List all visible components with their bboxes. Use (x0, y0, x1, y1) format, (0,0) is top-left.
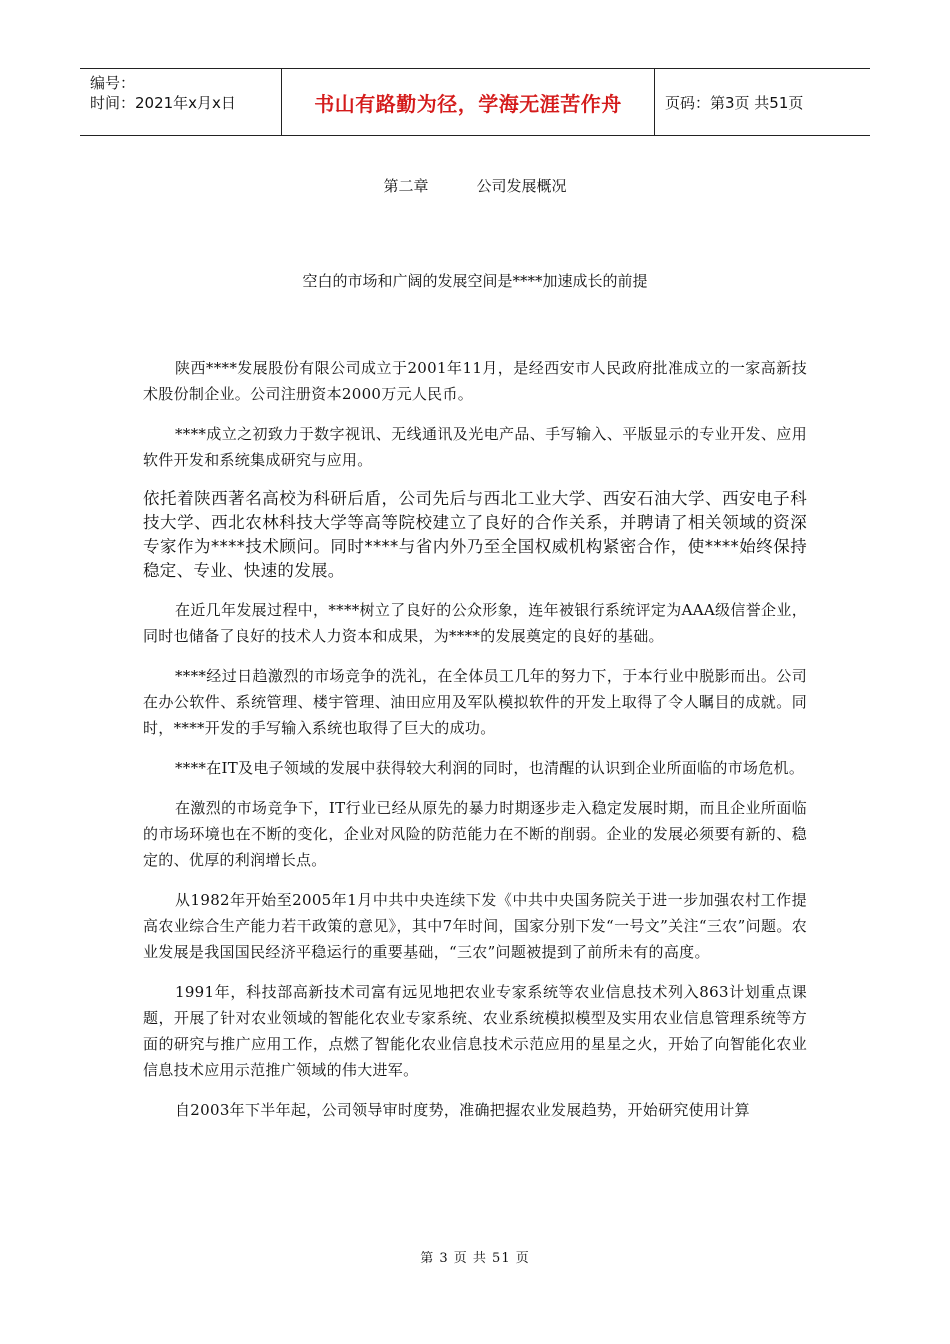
document-header (80, 68, 870, 136)
section-subtitle: 空白的市场和广阔的发展空间是****加速成长的前提 (302, 272, 648, 290)
paragraph: ****成立之初致力于数字视讯、无线通讯及光电产品、手写输入、平版显示的专业开发、应用软件开发和系统集成研究与应用。 (143, 425, 807, 469)
paragraph: 自2003年下半年起，公司领导审时度势，准确把握农业发展趋势，开始研究使用计算 (175, 1101, 750, 1119)
paragraph: ****经过日趋激烈的市场竞争的洗礼，在全体员工几年的努力下，于本行业中脱影而出。公司在办公软件、系统管理、楼宇管理、油田应用及军队模拟软件的开发上取得了令人瞩目的成就。同时，****开发的手写输入系统也取得了巨大的成功。 (143, 667, 807, 737)
paragraph: 陕西****发展股份有限公司成立于2001年11月，是经西安市人民政府批准成立的一家高新技术股份制企业。公司注册资本2000万元人民币。 (143, 359, 807, 403)
document-date-label: 时间：2021年x月x日 (90, 94, 236, 112)
paragraph: 依托着陕西著名高校为科研后盾，公司先后与西北工业大学、西安石油大学、西安电子科技大学、西北农林科技大学等高等院校建立了良好的合作关系，并聘请了相关领域的资深专家作为****技术顾问。同时****与省内外乃至全国权威机构紧密合作，使****始终保持稳定、专业、快速的发展。 (143, 489, 807, 580)
header-motto-cell (281, 69, 655, 135)
chapter-title: 公司发展概况 (476, 177, 567, 195)
header-page-cell (655, 69, 870, 135)
paragraph: 1991年，科技部高新技术司富有远见地把农业专家系统等农业信息技术列入863计划重点课题，开展了针对农业领域的智能化农业专家系统、农业系统模拟模型及实用农业信息管理系统等方面的研究与推广应用工作，点燃了智能化农业信息技术示范应用的星星之火，开始了向智能化农业信息技术应用示范推广领域的伟大进军。 (143, 983, 807, 1079)
chapter-heading (0, 175, 950, 196)
chapter-number: 第二章 (383, 177, 429, 195)
header-motto: 书山有路勤为径，学海无涯苦作舟 (314, 91, 622, 116)
header-page-label: 页码：第3页 共51页 (665, 93, 804, 112)
paragraph: 在激烈的市场竞争下，IT行业已经从原先的暴力时期逐步走入稳定发展时期，而且企业所面临的市场环境也在不断的变化，企业对风险的防范能力在不断的削弱。企业的发展必须要有新的、稳定的、优厚的利润增长点。 (143, 799, 807, 869)
header-meta-cell (80, 69, 281, 135)
paragraph: 在近几年发展过程中，****树立了良好的公众形象，连年被银行系统评定为AAA级信誉企业，同时也储备了良好的技术人力资本和成果，为****的发展奠定的良好的基础。 (143, 601, 807, 645)
document-body (143, 355, 807, 1137)
paragraph: 从1982年开始至2005年1月中共中央连续下发《中共中央国务院关于进一步加强农村工作提高农业综合生产能力若干政策的意见》，其中7年时间，国家分别下发“一号文”关注“三农”问题。农业发展是我国国民经济平稳运行的重要基础，“三农”问题被提到了前所未有的高度。 (143, 891, 807, 961)
paragraph: ****在IT及电子领域的发展中获得较大利润的同时，也清醒的认识到企业所面临的市场危机。 (175, 759, 805, 777)
page-footer: 第 3 页 共 51 页 (420, 1251, 530, 1266)
document-code-label: 编号： (90, 74, 136, 92)
